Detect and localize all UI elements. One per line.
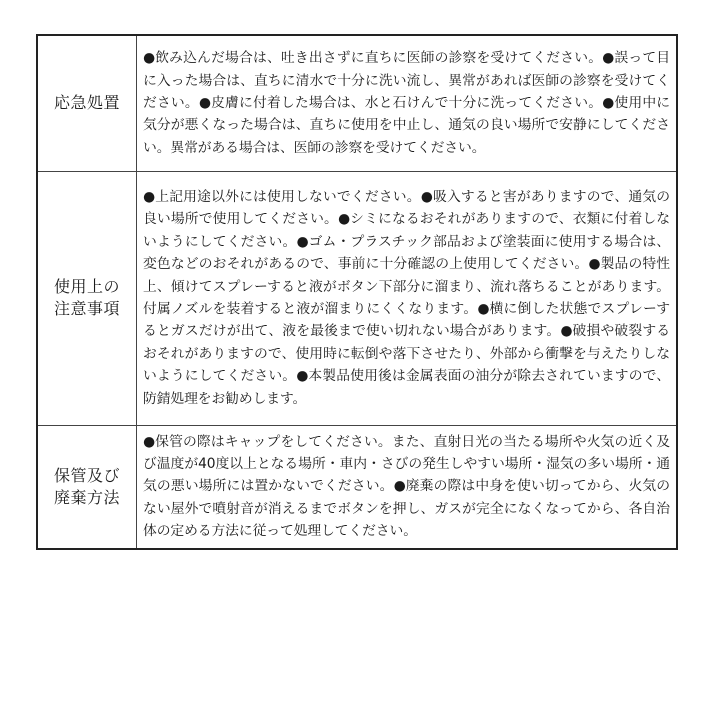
table-row [37,171,677,425]
section-label-storage-disposal: 保管及び 廃棄方法 [37,425,137,549]
table-row [37,425,677,549]
caution-table [36,34,678,550]
section-text-usage-precautions: ●上記用途以外には使用しないでください。●吸入すると害がありますので、通気の良い場所で使用してください。●シミになるおそれがありますので、衣類に付着しないようにしてください。●ゴム・プラスチック部品および塗装面に使用する場合は、変色などのおそれがあるので、事前に十分確認の上使用してください。●製品の特性上、傾けてスプレーすると液がボタン下部分に溜まり、流れ落ちることがあります。付属ノズルを装着すると液が溜まりにくくなります。●横に倒した状態でスプレーするとガスだけが出て、液を最後まで使い切れない場合があります。●破損や破裂するおそれがありますので、使用時に転倒や落下させたり、外部から衝撃を与えたりしないようにしてください。●本製品使用後は金属表面の油分が除去されていますので、防錆処理をお勧めします。 [137,171,678,425]
section-label-first-aid: 応急処置 [37,35,137,171]
section-text-first-aid: ●飲み込んだ場合は、吐き出さずに直ちに医師の診察を受けてください。●誤って目に入った場合は、直ちに清水で十分に洗い流し、異常があれば医師の診察を受けてください。●皮膚に付着した場合は、水と石けんで十分に洗ってください。●使用中に気分が悪くなった場合は、直ちに使用を中止し、通気の良い場所で安静にしてください。異常がある場合は、医師の診察を受けてください。 [137,35,678,171]
section-label-usage-precautions: 使用上の 注意事項 [37,171,137,425]
table-row [37,35,677,171]
section-text-storage-disposal: ●保管の際はキャップをしてください。また、直射日光の当たる場所や火気の近く及び温度が40度以上となる場所・車内・さびの発生しやすい場所・湿気の多い場所・通気の悪い場所には置かないでください。●廃棄の際は中身を使い切ってから、火気のない屋外で噴射音が消えるまでボタンを押し、ガスが完全になくなってから、各自治体の定める方法に従って処理してください。 [137,425,678,549]
